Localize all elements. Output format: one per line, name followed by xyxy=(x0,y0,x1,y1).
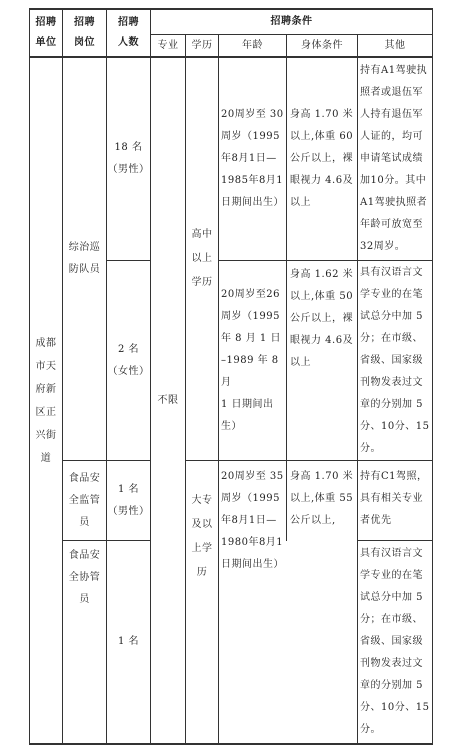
major-all: 不限 xyxy=(157,394,179,406)
col-divider-education xyxy=(218,34,219,745)
header-age: 年龄 xyxy=(242,39,263,51)
col-divider-physical xyxy=(357,34,358,745)
age-patrol-female: 20周岁至26 周岁（1995 年 8 月 1 日 –1989 年 8 月 1 日期间出 生） xyxy=(221,288,281,432)
physical-food-supervisor: 身高 1.70 米 以上,体重 55 公斤以上, xyxy=(290,471,354,526)
age-patrol-male: 20周岁至 30 周岁（1995 年8月1日— 1985年8月1 日期间出生） xyxy=(221,109,284,208)
physical-patrol-male: 身高 1.70 米 以上,体重 60 公斤以上，裸 眼视力 4.6及 以上 xyxy=(290,109,354,208)
other-food-supervisor: 持有C1驾照， 具有相关专业 者优先 xyxy=(360,471,428,526)
table-border-bottom xyxy=(29,743,433,745)
table-border-right xyxy=(432,8,433,745)
other-food-assistant: 具有汉语言文 学专业的在笔 试总分中加 5 分；在市级、 省级、国家级 刊物发表过文 章的分别加 5 分、10分、15 分。 xyxy=(360,548,430,735)
header-physical: 身体条件 xyxy=(301,39,343,51)
post-food-assistant: 食品安 全协管 员 xyxy=(68,550,101,605)
count-patrol-female: 2 名 （女性） xyxy=(107,343,150,377)
header-post: 招聘 岗位 xyxy=(74,17,95,48)
header-education: 学历 xyxy=(191,39,213,51)
education-high-school: 高中 以上 学历 xyxy=(191,229,213,288)
other-patrol-female: 具有汉语言文 学专业的在笔 试总分中加 5 分；在市级、 省级、国家级 刊物发表过文 章的分别加 5 分、10分、15 分。 xyxy=(360,266,430,454)
header-conditions: 招聘条件 xyxy=(270,16,313,27)
header-major: 专业 xyxy=(157,39,179,51)
post-patrol: 综治巡 防队员 xyxy=(68,242,101,275)
header-other: 其他 xyxy=(384,39,406,51)
count-patrol-male: 18 名 （男性） xyxy=(107,142,150,175)
row-divider-education xyxy=(185,460,433,461)
age-food-supervisor: 20周岁至 35 周岁（1995 年8月1日— 1980年8月1 日期间出生） xyxy=(221,471,284,570)
education-college: 大专 及以 上学 历 xyxy=(191,495,213,578)
count-food-supervisor: 1 名 （男性） xyxy=(107,483,150,517)
physical-patrol-female: 身高 1.62 米 以上,体重 50 公斤以上，裸 眼视力 4.6及 以上 xyxy=(290,269,354,368)
post-food-supervisor: 食品安 全监管 员 xyxy=(68,472,101,528)
col-divider-age xyxy=(286,34,287,541)
header-unit: 招聘 单位 xyxy=(35,17,57,48)
other-patrol-male: 持有A1驾驶执 照者或退伍军 人持有退伍军 人证的，均可 申请笔试成绩 加10分。其中 A1驾驶执照者 年龄可放宽至 32周岁。 xyxy=(360,65,428,252)
unit-name: 成都 市天 府新 区正 兴街 道 xyxy=(35,337,57,464)
count-food-assistant: 1 名 xyxy=(117,636,140,647)
header-count: 招聘 人数 xyxy=(118,17,139,48)
